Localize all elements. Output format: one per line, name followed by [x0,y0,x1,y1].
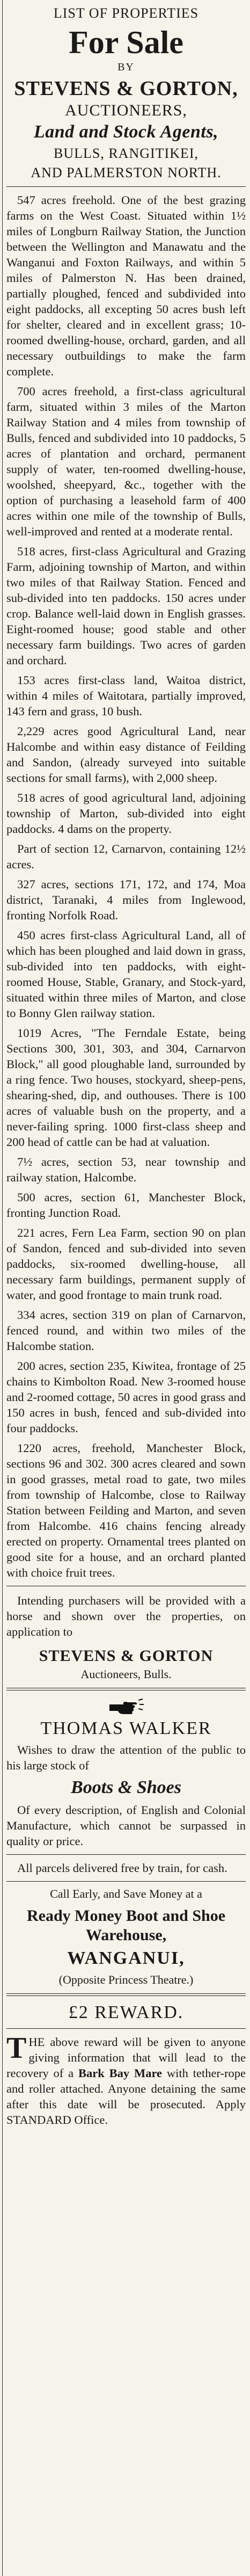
listing-item: 547 acres freehold. One of the best grazing farms on the West Coast. Situated within 1½ miles of Longburn Railway Station, the Junction between the Wellington and Manawatu and the Wanganui and Foxton Railways, and within 5 miles of Palmerston N. Has been drained, partially ploughed, fenced and subdivided into eight paddocks, all excepting 50 acres bush left for shelter, cleared and in excellent grass; 10-roomed dwelling-house, orchard, garden, and all necessary outbuildings to make the farm complete. [6,193,246,378]
boots-heading: Boots & Shoes [71,1777,181,1797]
reward-title: £2 REWARD. [68,2002,184,2022]
signature-sub: Auctioneers, Bulls. [80,1667,172,1681]
divider [6,186,246,187]
agents-label: Land and Stock Agents, [33,122,219,142]
listing-item: 500 acres, section 61, Manchester Block, fronting Junction Road. [6,1191,246,1220]
listing-item: 700 acres freehold, a first-class agricultural farm, situated within 3 miles of the Marton Railway Station and 4 miles from township of Bulls, fenced and subdivided into 10 paddocks, 5 acres of plantation and orchard, permanent supply of water, ten-roomed dwelling-house, woolshed, sheepyard, &c., together with the option of purchasing a leasehold farm of 400 acres within one mile of the township of Bulls, well-improved and rented at a moderate rental. [6,384,246,538]
warehouse-name: Ready Money Boot and Shoe Warehouse, [26,1907,226,1944]
listing-item: 450 acres first-class Agricultural Land, all of which has been ploughed and laid down in grass, sub-divided into ten paddocks, with eight-roomed House, Stable, Granary, and Stock-yard, situated within three miles of Marton, and close to Bonny Glen railway station. [6,928,246,1020]
place-line-2: AND PALMERSTON NORTH. [31,165,222,180]
location-note: (Opposite Princess Theatre.) [58,1973,194,1986]
section-divider [6,1688,246,1690]
merchant-intro: Wishes to draw the attention of the public to his large stock of [6,1743,246,1772]
listing-item: 518 acres of good agricultural land, adjoining township of Marton, sub-divided into eight paddocks. 4 dams on the property. [6,791,246,836]
listing-item: 153 acres first-class land, Waitoa district, within 4 miles of Waitotara, partially improved, 143 fern and grass, 10 bush. [6,673,246,718]
reward-mare: Bark Bay Mare [78,2066,163,2080]
listing-item: 518 acres, first-class Agricultural and Grazing Farm, adjoining township of Marton, and within two miles of that Railway Station. Fenced and sub-divided into ten paddocks. 150 acres under crop. Balance well-laid down in English grasses. Eight-roomed house; good stable and other necessary farm buildings. Two acres of garden and orchard. [6,545,246,667]
listing-item: 7½ acres, section 53, near township and railway station, Halcombe. [6,1155,246,1184]
place-line-1: BULLS, RANGITIKEI, [53,146,199,161]
listing-item: 327 acres, sections 171, 172, and 174, Moa district, Taranaki, 4 miles from Inglewood, fronting Norfolk Road. [6,877,246,922]
firm-name: STEVENS & GORTON, [14,77,238,100]
boot-shop-ad [6,1697,246,1987]
reward-text-start: HE above reward will be given to anyone giving information that will lead to the recovery of a [6,2035,246,2080]
reward-notice [6,2002,246,2128]
city-name: WANGANUI, [67,1948,185,1968]
drop-cap: T [6,2031,27,2065]
divider [6,1854,246,1855]
merchant-name: THOMAS WALKER [40,1718,212,1738]
pointing-hand-icon [107,1697,145,1716]
merchant-description: Of every description, of English and Colonial Manufacture, which cannot be surpassed in quality or price. [6,1803,246,1848]
column-content [6,3,246,2132]
listing-item: 334 acres, section 319 on plan of Carnarvon, fenced round, and within two miles of the Halcombe station. [6,1308,246,1353]
list-heading: LIST OF PROPERTIES [53,5,199,21]
divider [6,1881,246,1882]
divider [6,2028,246,2029]
section-divider [6,1993,246,1996]
auctioneers-label: AUCTIONEERS, [65,101,187,119]
property-list-ad [6,5,246,1681]
closing-note: Intending purchasers will be provided with a horse and shown over the properties, on application to [6,1594,246,1638]
call-early-line: Call Early, and Save Money at a [50,1887,202,1900]
listing-item: 200 acres, section 235, Kiwitea, frontage of 25 chains to Kimbolton Road. New 3-roomed house and 2-roomed cottage, 50 acres in good grass and 150 acres in bush, fenced and sub-divided into four paddocks. [6,1359,246,1435]
listing-item: 1019 Acres, "The Ferndale Estate, being Sections 300, 301, 303, and 304, Carnarvon Block," all good ploughable land, surrounded by a ring fence. Two houses, stockyard, sheep-pens, shearing-shed, dip, and outhouses. There is 100 acres of valuable bush on the property, and a never-failing spring. 1000 first-class sheep and 200 head of cattle can be had at valuation. [6,1026,246,1149]
delivery-note: All parcels delivered free by train, for cash. [17,1861,227,1875]
listing-item: 2,229 acres good Agricultural Land, near Halcombe and within easy distance of Feilding and Sandon, (already surveyed into suitable sections for small farms), with 2,000 sheep. [6,724,246,785]
by-label: BY [117,61,135,73]
listing-item: 1220 acres, freehold, Manchester Block, sections 96 and 302. 300 acres cleared and sown in good grasses, metal road to gate, two miles from township of Halcombe, close to Railway Station between Feilding and Marton, and seven from Halcombe. 416 chains fencing already erected on property. Ornamental trees planted on good site for a house, and an orchard planted with choice fruit trees. [6,1441,246,1579]
column-rule [2,0,3,2576]
reward-body [6,2031,246,2128]
for-sale-heading: For Sale [69,25,183,60]
listing-container [6,192,246,1580]
reward-text-end: with tether-rope and roller attached. Anyone detaining the same after this date will be prosecuted. Apply STANDARD Office. [6,2066,246,2127]
listing-item: 221 acres, Fern Lea Farm, section 90 on plan of Sandon, fenced and sub-divided into seven paddocks, six-roomed dwelling-house, all necessary farm buildings, permanent supply of water, and good frontage to main trunk road. [6,1226,246,1302]
signature-firm: STEVENS & GORTON [39,1647,214,1665]
listing-item: Part of section 12, Carnarvon, containing 12½ acres. [6,842,246,871]
